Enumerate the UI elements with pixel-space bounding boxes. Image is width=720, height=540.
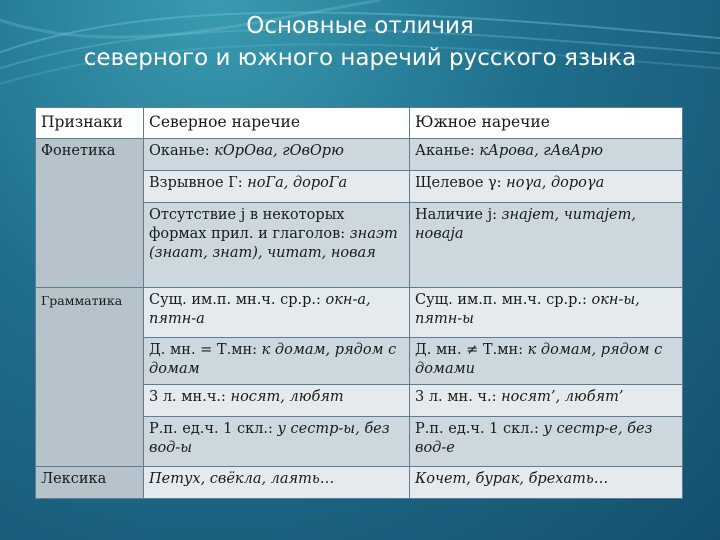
north-cell — [144, 417, 410, 467]
north-example: окн-а, пятн-а — [149, 292, 371, 327]
south-text: Щелевое γ: — [415, 175, 507, 191]
south-example: у сестр-е, без вод-е — [415, 421, 653, 456]
north-text: Д. мн. = Т.мн: — [149, 342, 262, 358]
comparison-table — [35, 107, 683, 499]
feature-cell-grammar: Грамматика — [36, 288, 144, 467]
north-text: Оканье: — [149, 143, 215, 159]
north-example: носят, любят — [230, 389, 344, 405]
header-north: Северное наречие — [144, 108, 410, 139]
north-text: Р.п. ед.ч. 1 скл.: — [149, 421, 278, 437]
north-example: знаэт (знаат, знат), читат, новая — [149, 226, 398, 261]
south-text: Д. мн. ≠ Т.мн: — [415, 342, 528, 358]
slide-title-line1: Основные отличия — [246, 13, 474, 39]
slide-title-line2: северного и южного наречий русского языка — [83, 45, 637, 71]
north-text: 3 л. мн.ч.: — [149, 389, 231, 405]
south-text: Сущ. им.п. мн.ч. ср.р.: — [415, 292, 592, 308]
north-text: Взрывное Г: — [149, 175, 248, 191]
south-example: окн-ы, пятн-ы — [415, 292, 640, 327]
north-text: Отсутствие j в некоторых формах прил. и глаголов: — [149, 207, 350, 242]
feature-cell-phonetics: Фонетика — [36, 139, 144, 288]
north-text: Сущ. им.п. мн.ч. ср.р.: — [149, 292, 326, 308]
south-cell — [410, 288, 683, 338]
north-cell — [144, 171, 410, 203]
header-features: Признаки — [36, 108, 144, 139]
feature-cell-lexicon: Лексика — [36, 467, 144, 499]
south-example: ноγа, дороγа — [506, 175, 605, 191]
south-text: Аканье: — [415, 143, 480, 159]
south-text: 3 л. мн. ч.: — [415, 389, 502, 405]
north-cell — [144, 139, 410, 171]
south-example: Кочет, бурак, брехать… — [415, 471, 609, 487]
table-header-row — [36, 108, 683, 139]
north-cell — [144, 203, 410, 288]
south-cell — [410, 338, 683, 385]
south-cell — [410, 417, 683, 467]
north-example: ноГа, дороГа — [247, 175, 348, 191]
table-row — [36, 467, 683, 499]
south-example: носят’, любят’ — [501, 389, 624, 405]
table-row — [36, 288, 683, 338]
north-example: у сестр-ы, без вод-ы — [149, 421, 390, 456]
south-example: к домам, рядом с домами — [415, 342, 663, 377]
header-south: Южное наречие — [410, 108, 683, 139]
north-cell — [144, 385, 410, 417]
south-cell — [410, 467, 683, 499]
north-cell — [144, 288, 410, 338]
north-example: Петух, свёкла, лаять… — [149, 471, 335, 487]
north-cell — [144, 338, 410, 385]
south-cell — [410, 385, 683, 417]
south-example: кАрова, гАвАрю — [479, 143, 604, 159]
north-example: кОрОва, гОвОрю — [214, 143, 344, 159]
north-cell — [144, 467, 410, 499]
slide-title — [0, 10, 720, 74]
table-row — [36, 139, 683, 171]
south-cell — [410, 139, 683, 171]
north-example: к домам, рядом с домам — [149, 342, 397, 377]
south-cell — [410, 203, 683, 288]
south-cell — [410, 171, 683, 203]
south-text: Наличие j: — [415, 207, 502, 223]
south-example: знаjет, читаjет, новаjа — [415, 207, 636, 242]
south-text: Р.п. ед.ч. 1 скл.: — [415, 421, 544, 437]
